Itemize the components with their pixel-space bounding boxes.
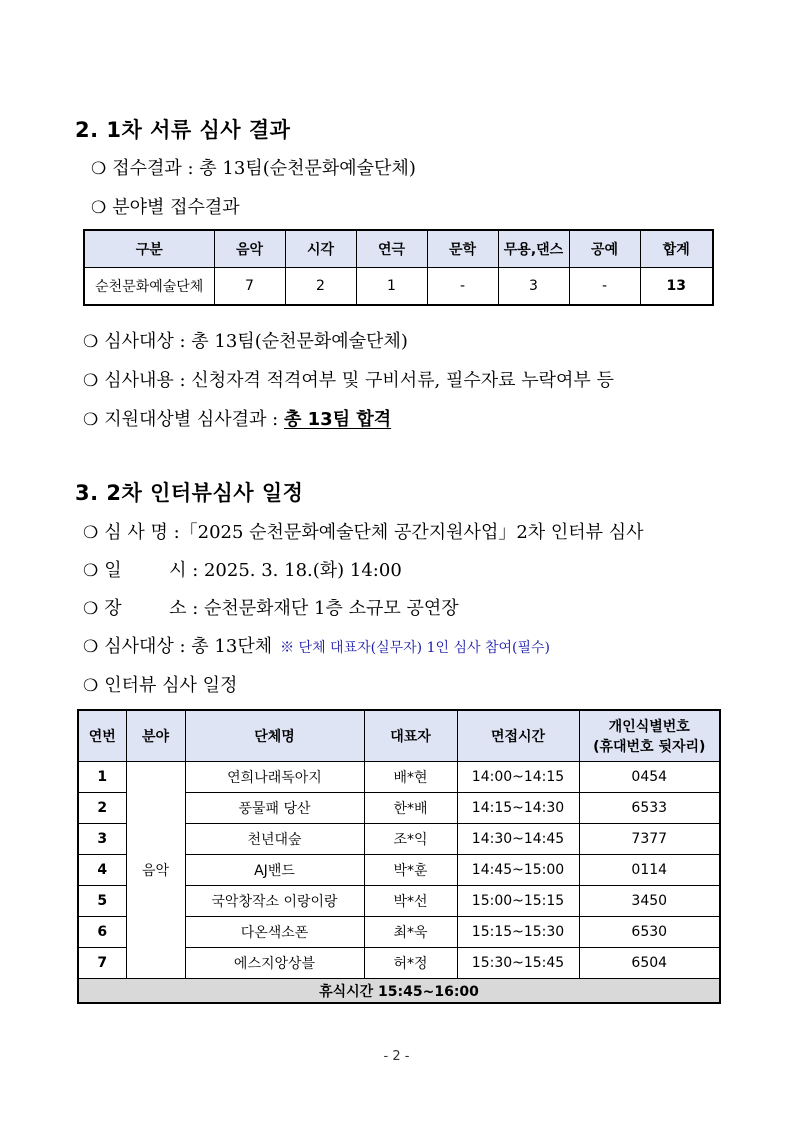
- representative: 허*정: [364, 948, 457, 979]
- col-header: 연극: [356, 230, 427, 268]
- representative: 박*훈: [364, 855, 457, 886]
- id-number: 6504: [579, 948, 720, 979]
- table-row: [78, 762, 720, 793]
- break-time: 휴식시간 15:45~16:00: [78, 979, 720, 1004]
- representative: 최*욱: [364, 917, 457, 948]
- target-line: [83, 327, 408, 353]
- id-number: 3450: [579, 886, 720, 917]
- content-line: [83, 366, 614, 392]
- content-text: 심사내용 : 신청자격 적격여부 및 구비서류, 필수자료 누락여부 등: [104, 370, 614, 391]
- bullet-icon: ❍: [83, 599, 99, 619]
- group-name: AJ밴드: [185, 855, 364, 886]
- id-number: 6533: [579, 793, 720, 824]
- table-cell: 7: [214, 268, 285, 306]
- row-number: 2: [78, 793, 126, 824]
- table-cell: 2: [285, 268, 356, 306]
- col-header: 대표자: [364, 710, 457, 762]
- table-cell: 순천문화예술단체: [84, 268, 214, 306]
- group-name: 에스지앙상블: [185, 948, 364, 979]
- table-cell: -: [569, 268, 640, 306]
- result-line: [83, 405, 391, 431]
- col-header: 구분: [84, 230, 214, 268]
- id-number: 0114: [579, 855, 720, 886]
- section-3-heading: 3. 2차 인터뷰심사 일정: [75, 481, 304, 505]
- table-cell: -: [427, 268, 498, 306]
- representative: 조*익: [364, 824, 457, 855]
- table-header-row: [84, 230, 713, 268]
- interview-time: 14:45~15:00: [457, 855, 579, 886]
- bullet-icon: ❍: [83, 523, 99, 543]
- col-header: 문학: [427, 230, 498, 268]
- row-number: 5: [78, 886, 126, 917]
- id-header-line2: (휴대번호 뒷자리): [593, 739, 706, 755]
- schedule-title-line: [83, 671, 237, 697]
- group-name: 천년대숲: [185, 824, 364, 855]
- place-text: 장 소 : 순천문화재단 1층 소규모 공연장: [104, 598, 459, 619]
- id-number: 7377: [579, 824, 720, 855]
- group-name: 풍물패 당산: [185, 793, 364, 824]
- id-header-line1: 개인식별번호: [608, 719, 690, 735]
- col-header: 공예: [569, 230, 640, 268]
- row-number: 6: [78, 917, 126, 948]
- target-3-line: [83, 632, 550, 658]
- break-row: [78, 979, 720, 1004]
- datetime-text: 일 시 : 2025. 3. 18.(화) 14:00: [104, 560, 402, 581]
- review-name-text: 심 사 명 :「2025 순천문화예술단체 공간지원사업」2차 인터뷰 심사: [104, 522, 644, 543]
- bullet-icon: ❍: [91, 159, 107, 179]
- place-line: [83, 594, 459, 620]
- by-field-line: [91, 193, 240, 219]
- bullet-icon: ❍: [83, 410, 99, 430]
- table-cell: 1: [356, 268, 427, 306]
- datetime-line: [83, 556, 402, 582]
- bullet-icon: ❍: [91, 198, 107, 218]
- bullet-icon: ❍: [83, 371, 99, 391]
- table-row: [84, 268, 713, 306]
- row-number: 4: [78, 855, 126, 886]
- receipt-text: 접수결과 : 총 13팀(순천문화예술단체): [112, 158, 416, 179]
- col-header: 면접시간: [457, 710, 579, 762]
- group-name: 국악창작소 이랑이랑: [185, 886, 364, 917]
- interview-time: 15:30~15:45: [457, 948, 579, 979]
- representative: 한*배: [364, 793, 457, 824]
- col-header: 음악: [214, 230, 285, 268]
- col-header: 시각: [285, 230, 356, 268]
- review-name-line: [83, 518, 644, 544]
- interview-time: 15:00~15:15: [457, 886, 579, 917]
- bullet-icon: ❍: [83, 637, 99, 657]
- row-number: 7: [78, 948, 126, 979]
- bullet-icon: ❍: [83, 332, 99, 352]
- field-cell: 음악: [126, 762, 185, 979]
- row-number: 3: [78, 824, 126, 855]
- total-cell: 13: [640, 268, 713, 306]
- receipt-line: [91, 154, 416, 180]
- bullet-icon: ❍: [83, 676, 99, 696]
- table-cell: 3: [498, 268, 569, 306]
- id-number: 0454: [579, 762, 720, 793]
- id-number: 6530: [579, 917, 720, 948]
- target-text: 심사대상 : 총 13팀(순천문화예술단체): [104, 331, 408, 352]
- result-prefix: 지원대상별 심사결과 :: [104, 409, 284, 430]
- interview-schedule-table: [77, 709, 721, 1004]
- by-field-title: 분야별 접수결과: [112, 197, 240, 218]
- col-header: 단체명: [185, 710, 364, 762]
- target-3-text: 심사대상 : 총 13단체: [104, 636, 273, 657]
- interview-time: 14:15~14:30: [457, 793, 579, 824]
- col-header-id: [579, 710, 720, 762]
- schedule-title: 인터뷰 심사 일정: [104, 675, 238, 696]
- col-header: 무용,댄스: [498, 230, 569, 268]
- result-value: 총 13팀 합격: [283, 409, 392, 430]
- section-2-heading: 2. 1차 서류 심사 결과: [75, 118, 291, 142]
- page-number: - 2 -: [383, 1049, 410, 1064]
- interview-time: 15:15~15:30: [457, 917, 579, 948]
- col-header: 분야: [126, 710, 185, 762]
- row-number: 1: [78, 762, 126, 793]
- bullet-icon: ❍: [83, 561, 99, 581]
- group-name: 연희나래독아지: [185, 762, 364, 793]
- col-header: 합계: [640, 230, 713, 268]
- col-header: 연번: [78, 710, 126, 762]
- representative: 배*현: [364, 762, 457, 793]
- field-receipt-table: [83, 229, 714, 306]
- representative: 박*선: [364, 886, 457, 917]
- interview-time: 14:00~14:15: [457, 762, 579, 793]
- participation-note: ※ 단체 대표자(실무자) 1인 심사 참여(필수): [280, 640, 550, 656]
- group-name: 다온색소폰: [185, 917, 364, 948]
- table-header-row: [78, 710, 720, 762]
- interview-time: 14:30~14:45: [457, 824, 579, 855]
